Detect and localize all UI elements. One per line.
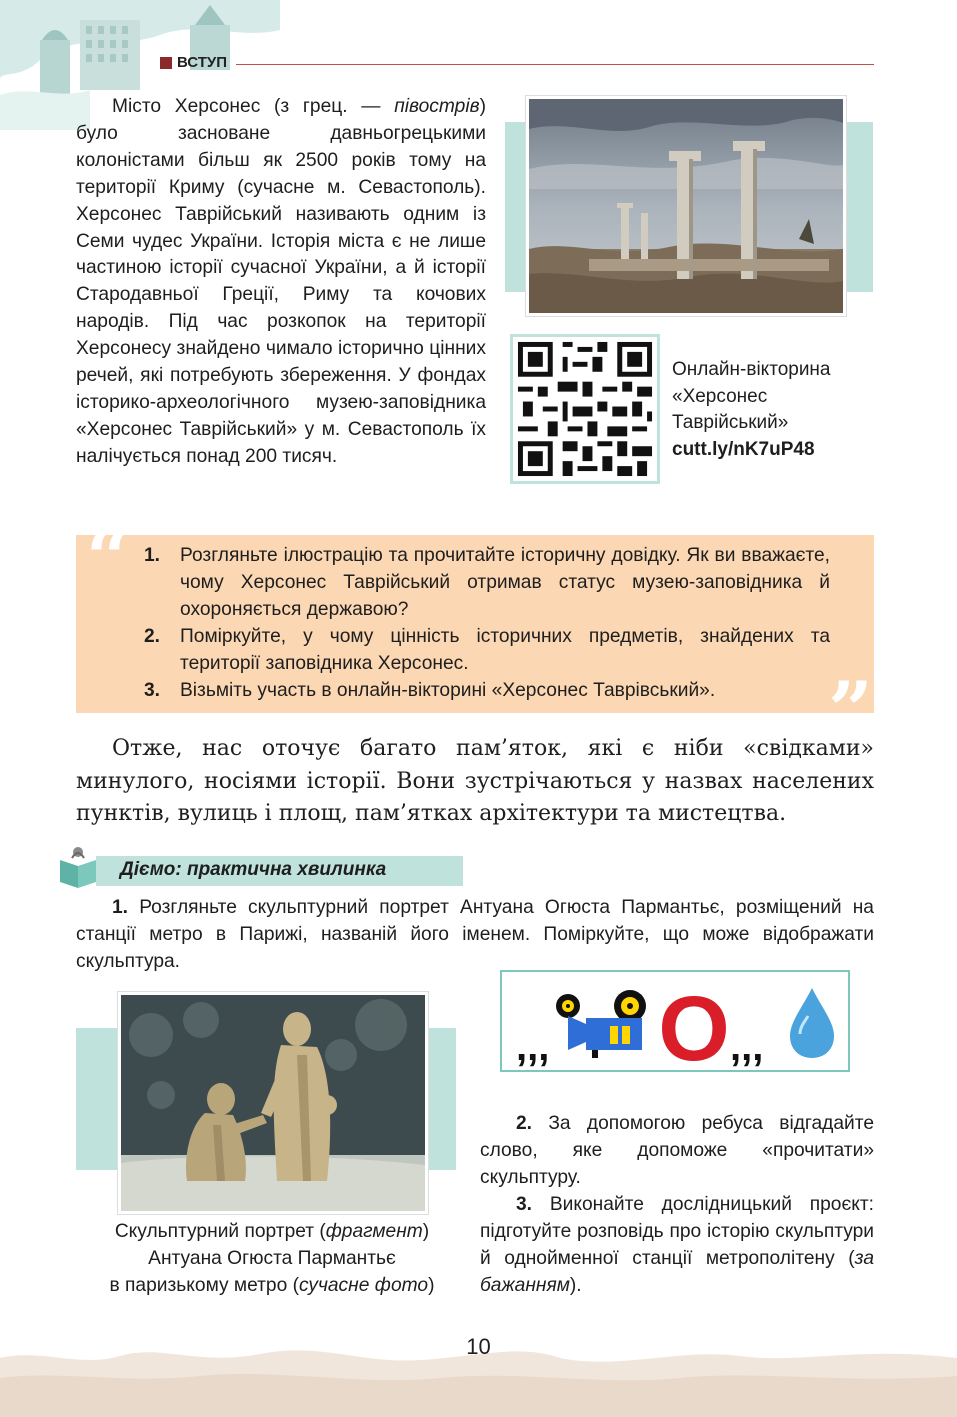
caption-italic: сучасне фото — [298, 1275, 429, 1296]
book-icon — [58, 840, 98, 890]
quiz-link[interactable]: cutt.ly/nK7uP48 — [672, 438, 815, 460]
water-drop-icon — [790, 988, 834, 1058]
question-item — [140, 542, 830, 623]
questions-list — [140, 542, 830, 704]
task-3-text-end: ). — [569, 1275, 582, 1296]
qr-caption — [672, 357, 831, 463]
task-1-number: 1. — [112, 897, 129, 918]
question-text: Поміркуйте, у чому цінність історичних предметів, знайдених та території заповідника Херсонес. — [180, 626, 830, 674]
section-label: ВСТУП — [177, 54, 227, 71]
question-number: 1. — [144, 545, 161, 566]
sculpture-photo — [118, 992, 428, 1214]
projector-icon — [556, 990, 646, 1058]
question-text: Візьміть участь в онлайн-вікторині «Херсонес Таврівський». — [180, 680, 716, 701]
caption-text: в паризькому метро ( — [109, 1275, 299, 1296]
main-text-italic: півострів — [394, 96, 480, 117]
task-2-text: За допомогою ребуса відгадайте слово, яке допоможе «прочитати» скульптуру. — [480, 1113, 874, 1188]
caption-line1 — [76, 1218, 468, 1245]
qr-caption-line1: Онлайн-вікторина — [672, 359, 831, 380]
caption-text: Скульптурний портрет ( — [114, 1221, 326, 1242]
footer-decoration — [0, 1318, 957, 1417]
sculpture-caption — [76, 1218, 468, 1299]
qr-caption-line3: Таврійський» — [672, 412, 789, 433]
task-3 — [480, 1191, 874, 1299]
rebus-box — [500, 970, 850, 1072]
caption-text: ) — [422, 1221, 430, 1242]
section-square-icon — [160, 57, 172, 69]
task-1-text: Розгляньте скульптурний портрет Антуана Огюста Пармантьє, розміщений на станції метро в Парижі, названій його іменем. Поміркуйте, що може відображати скульптура. — [76, 897, 874, 972]
caption-text: ) — [428, 1275, 435, 1296]
task-2-number: 2. — [516, 1113, 533, 1134]
task-3-number: 3. — [516, 1194, 533, 1215]
main-text-2: ) було засноване давньогрецькими колоністами більш як 2500 років тому на території Криму (сучасне м. Севастополь). Херсонес Таврійський називають одним із Семи чудес України. Історія міста є не лише частиною історії сучасної України, а й історії Стародавньої Греції, Риму та кочових народів. Під час розкопок на території Херсонесу знайдено чимало історично цінних речей, які потребують збереження. У фондах історико-археологічного музею-заповідника «Херсонес Таврійський» у м. Севастополь їх налічується понад 200 тисяч. — [76, 96, 486, 467]
tasks-2-3 — [480, 1110, 874, 1299]
rebus-commas-left: ,,, — [516, 1025, 550, 1069]
caption-line3 — [76, 1272, 468, 1299]
task-3-text: Виконайте дослідницький проєкт: підготуйте розповідь про історію скульптури й однойменної станції метрополітену ( — [480, 1194, 874, 1269]
question-number: 3. — [144, 680, 161, 701]
question-text: Розгляньте ілюстрацію та прочитайте історичну довідку. Як ви вважаєте, чому Херсонес Таврійський отримав статус музею-заповідника й охороняється державою? — [180, 545, 830, 620]
page-number: 10 — [466, 1334, 491, 1359]
task-3-italic: за бажанням — [480, 1248, 874, 1296]
chersonesus-photo — [526, 96, 846, 316]
main-text-1: Місто Херсонес (з грец. — — [112, 96, 395, 117]
question-number: 2. — [144, 626, 161, 647]
caption-line2: Антуана Огюста Пармантьє — [148, 1248, 396, 1269]
qr-code[interactable] — [510, 334, 660, 484]
open-quote-icon: “ — [86, 513, 131, 604]
question-item — [140, 677, 830, 704]
question-item — [140, 623, 830, 677]
task-2 — [480, 1110, 874, 1191]
section-tag — [160, 54, 227, 71]
caption-italic: фрагмент — [325, 1221, 423, 1242]
rebus-letter: О — [658, 978, 730, 1070]
qr-caption-line2: «Херсонес — [672, 385, 768, 407]
close-quote-icon: ” — [828, 665, 873, 756]
header-rule — [236, 64, 874, 65]
task-1 — [76, 894, 874, 975]
summary-paragraph: Отже, нас оточує багато пам’яток, які є ніби «свідками» минулого, носіями історії. Вони зустрічаються у назвах населених пунктів, вулиць і площ, пам’ятках архітектури та мистецтва. — [76, 736, 874, 826]
rebus-commas-right: ,,, — [730, 1025, 764, 1069]
main-paragraph — [76, 94, 486, 471]
activity-title: Діємо: практична хвилинка — [120, 859, 387, 880]
